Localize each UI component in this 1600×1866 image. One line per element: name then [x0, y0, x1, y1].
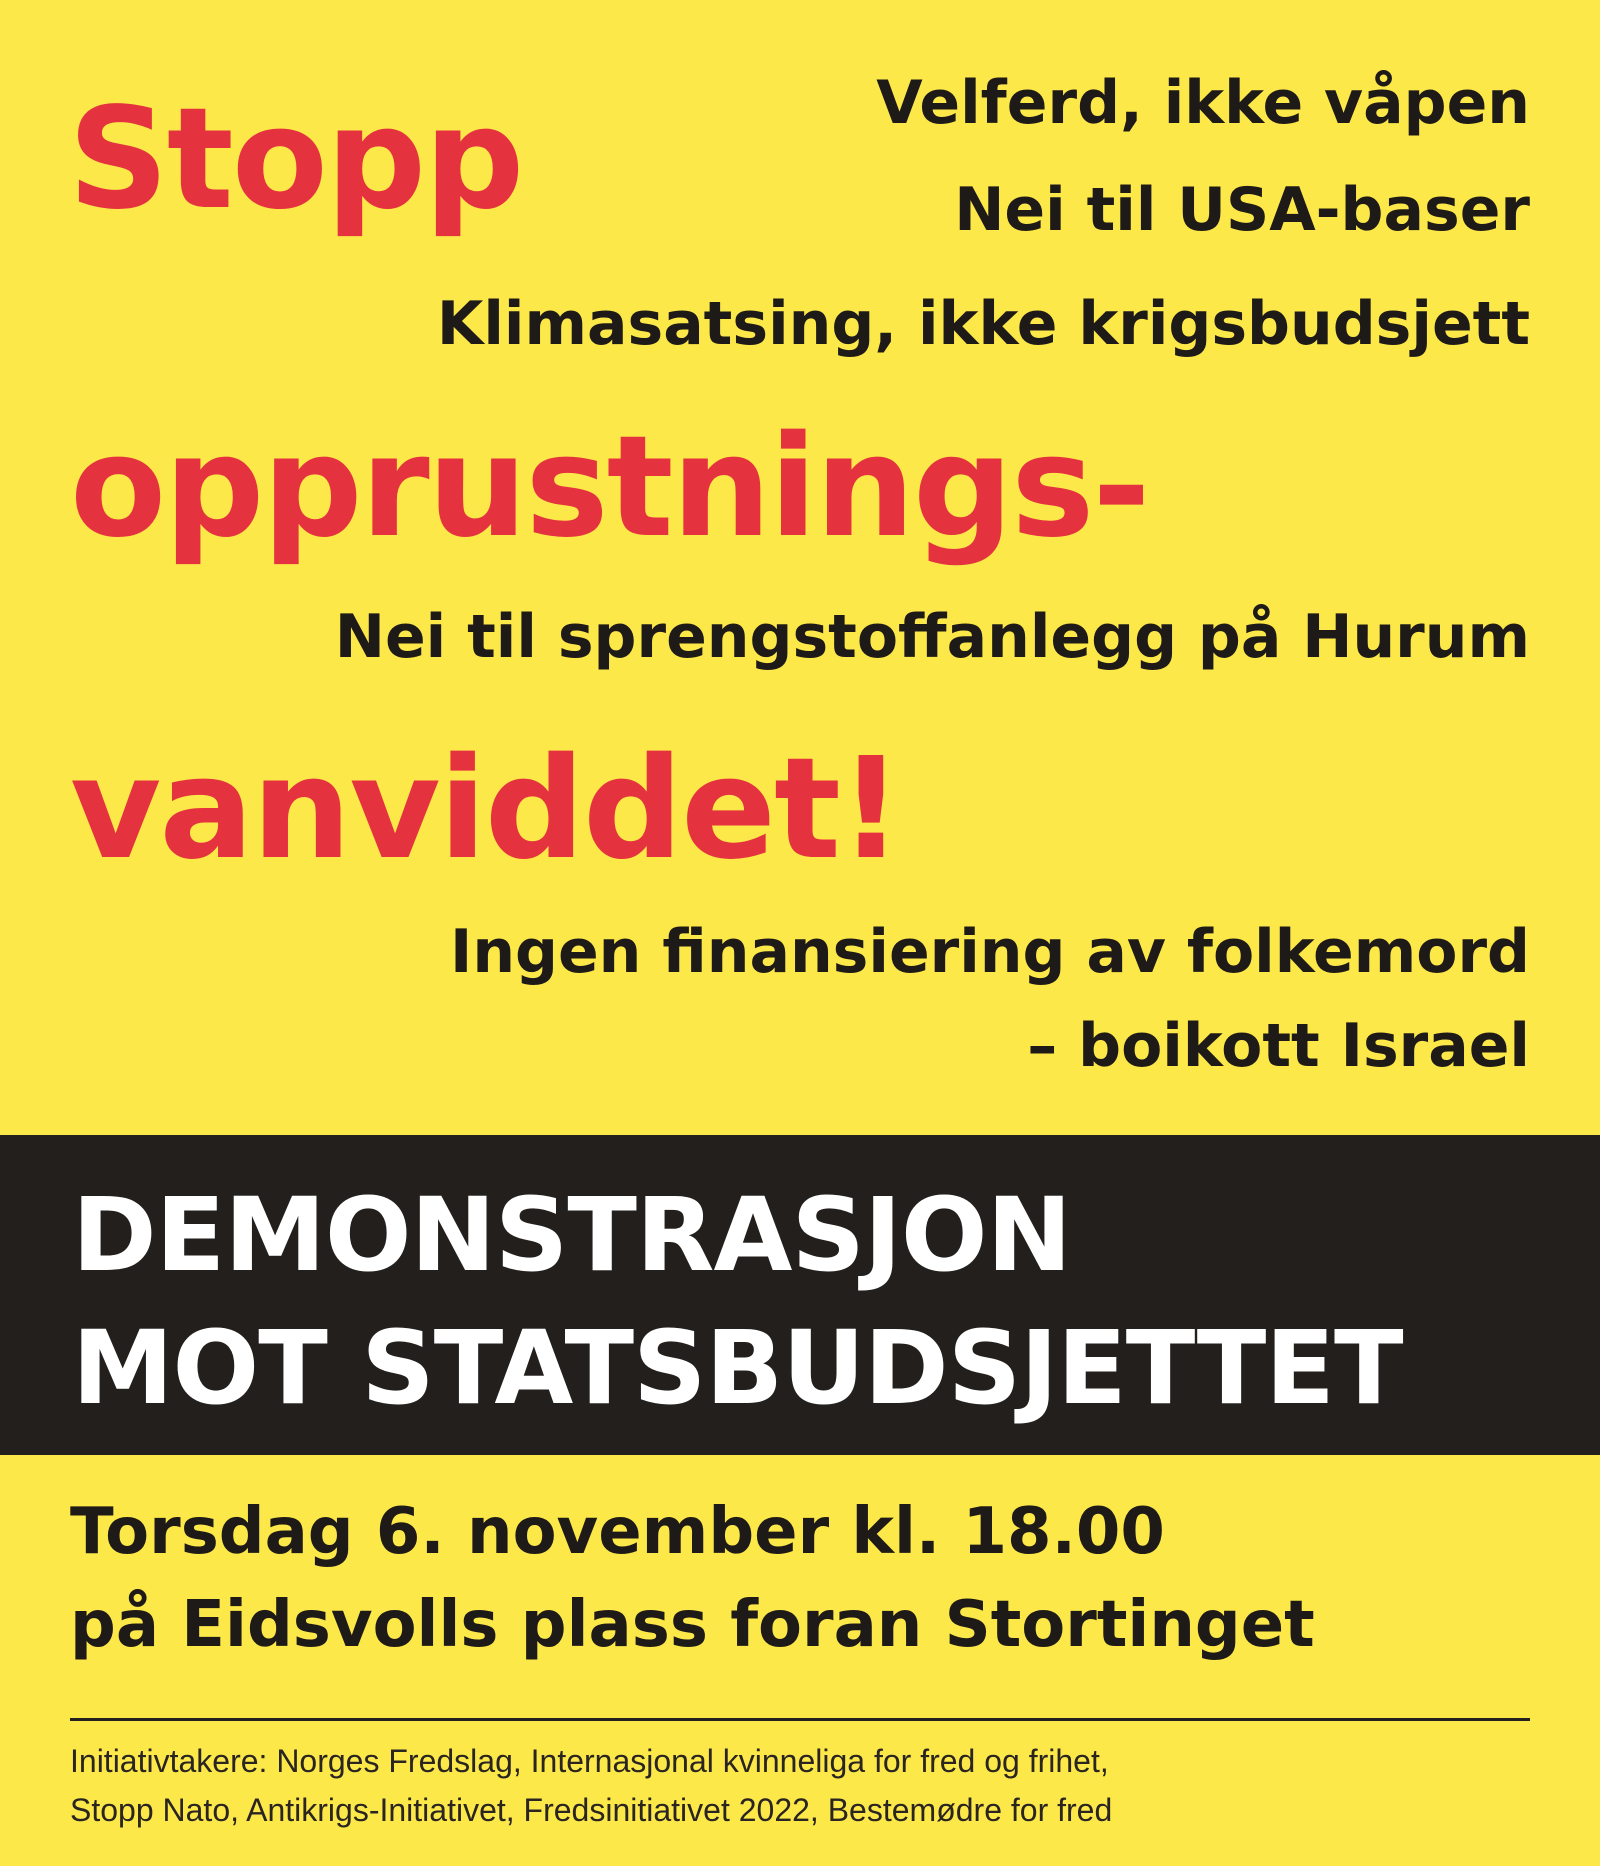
- banner-statsbudsjettet: MOT STATSBUDSJETTET: [72, 1309, 1403, 1428]
- event-date-time: Torsdag 6. november kl. 18.00: [70, 1495, 1165, 1569]
- banner-demonstrasjon: DEMONSTRASJON: [72, 1176, 1071, 1295]
- event-location: på Eidsvolls plass foran Stortinget: [70, 1588, 1315, 1662]
- headline-opprustnings: opprustnings-: [70, 406, 1149, 569]
- slogan-velferd: Velferd, ikke våpen: [876, 68, 1530, 138]
- slogan-hurum: Nei til sprengstoffanlegg på Hurum: [334, 602, 1530, 672]
- slogan-klimasatsing: Klimasatsing, ikke krigsbudsjett: [436, 289, 1530, 359]
- footer-initiators-line1: Initiativtakere: Norges Fredslag, Internasjonal kvinneliga for fred og frihet,: [70, 1743, 1109, 1779]
- headline-stopp: Stopp: [68, 78, 523, 241]
- slogan-folkemord: Ingen finansiering av folkemord: [450, 917, 1530, 987]
- slogan-boikott-israel: – boikott Israel: [1027, 1011, 1530, 1081]
- headline-vanviddet: vanviddet!: [70, 728, 901, 891]
- footer-initiators-line2: Stopp Nato, Antikrigs-Initiativet, Fredsinitiativet 2022, Bestemødre for fred: [70, 1792, 1113, 1828]
- slogan-usa-baser: Nei til USA-baser: [954, 175, 1530, 245]
- footer-divider: [70, 1718, 1530, 1721]
